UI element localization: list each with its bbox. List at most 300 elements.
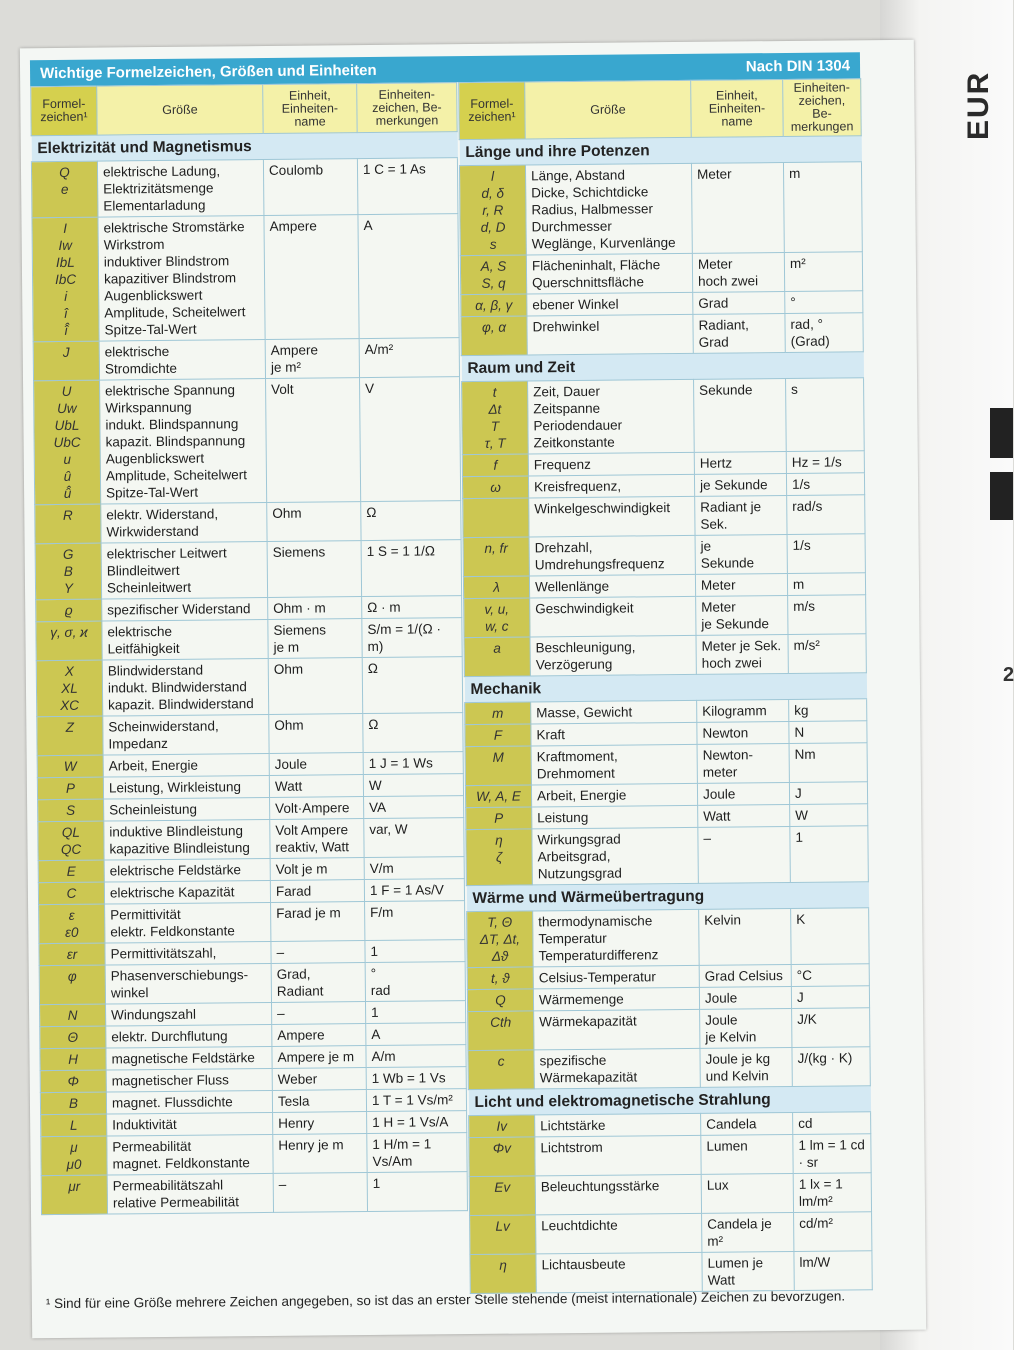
unit-name-cell — [702, 1212, 794, 1252]
unit-symbol-cell-line: 1 C = 1 As — [362, 161, 426, 178]
unit-symbol-cell — [790, 804, 868, 827]
quantity-cell-line: Wirkwiderstand — [106, 523, 199, 540]
quantity-cell-line: Leistung, Wirkleistung — [108, 779, 242, 796]
unit-name-cell-line: Grad, — [276, 966, 311, 982]
symbol-cell-line: Y — [63, 580, 74, 596]
quantity-cell-line: Wärmekapazität — [539, 1069, 638, 1086]
unit-symbol-cell — [364, 879, 464, 902]
unit-name-cell-line: Meter je Sek. — [701, 638, 782, 654]
unit-symbol-cell — [786, 451, 864, 474]
header-unit-name: Einheit, Einheiten-name — [263, 84, 357, 134]
table-row — [35, 501, 461, 544]
quantity-cell-line: Celsius-Temperatur — [538, 969, 656, 986]
quantity-cell-line: Leistung — [537, 809, 589, 826]
symbol-cell — [38, 821, 104, 861]
unit-symbol-cell-line: 1 Wb = 1 Vs — [371, 1070, 446, 1086]
quantity-cell — [531, 700, 697, 724]
symbol-cell-line: P — [65, 780, 76, 796]
unit-name-cell — [693, 313, 785, 353]
symbol-cell-line: d, D — [480, 219, 506, 235]
unit-name-cell — [269, 775, 363, 798]
quantity-cell-line: elektr. Durchflutung — [111, 1028, 228, 1045]
unit-name-cell — [701, 1173, 793, 1213]
quantity-cell — [535, 1113, 701, 1137]
symbol-cell-line: Uw — [56, 400, 77, 416]
unit-name-cell-line: Hertz — [699, 455, 733, 471]
quantity-cell-line: Temperatur — [538, 930, 607, 947]
unit-symbol-cell — [789, 782, 867, 805]
symbol-cell — [466, 807, 532, 830]
symbol-cell — [40, 1070, 106, 1093]
quantity-cell — [105, 941, 271, 965]
table-row — [34, 377, 461, 505]
unit-symbol-cell-line: Ω — [368, 716, 379, 733]
unit-symbol-cell — [363, 774, 463, 797]
quantity-cell — [105, 902, 271, 943]
section-row — [466, 882, 868, 912]
quantity-cell — [526, 253, 692, 294]
symbol-cell — [33, 341, 99, 381]
unit-symbol-cell-line: A/m — [371, 1048, 396, 1064]
unit-symbol-cell-line: S/m = 1/(Ω · m) — [367, 621, 441, 655]
unit-symbol-cell-line: V/m — [369, 860, 394, 876]
quantity-cell-line: Drehzahl, — [534, 539, 593, 556]
quantity-cell-line: kapazit. Blindspannung — [105, 433, 246, 450]
unit-name-cell — [272, 1090, 366, 1113]
quantity-cell-line: elektrische Ladung, — [102, 163, 221, 180]
table-row — [468, 1047, 870, 1090]
unit-name-cell — [272, 1068, 366, 1091]
symbol-cell-line: Lv — [495, 1218, 510, 1234]
symbol-cell-line: Δt — [488, 401, 502, 417]
unit-symbol-cell-line: lm/W — [799, 1254, 831, 1270]
symbol-cell-line: B — [63, 563, 73, 579]
unit-symbol-cell-line: kg — [794, 702, 809, 718]
unit-symbol-cell — [786, 473, 864, 496]
quantity-cell — [107, 1134, 273, 1175]
quantity-cell-line: Wirkspannung — [105, 399, 192, 416]
quantity-cell — [534, 1048, 700, 1089]
unit-symbol-cell-line: m/s — [793, 598, 816, 614]
unit-name-cell — [697, 782, 789, 805]
unit-symbol-cell — [367, 1111, 467, 1134]
unit-name-cell-line: Newton — [702, 725, 749, 741]
unit-symbol-cell — [793, 1112, 871, 1135]
quantity-cell-line: Verzögerung — [535, 656, 613, 673]
unit-name-cell — [695, 495, 787, 535]
quantity-cell — [102, 658, 269, 716]
unit-name-cell-line: – — [278, 1176, 287, 1192]
unit-symbol-cell — [789, 699, 867, 722]
quantity-cell-line: Phasenverschiebungs- — [110, 967, 249, 984]
symbol-cell-line: f — [493, 457, 498, 473]
unit-name-cell-line: Newton- — [702, 747, 753, 763]
symbol-cell — [34, 380, 101, 505]
quantity-cell-line: Umdrehungsfrequenz — [534, 556, 665, 573]
quantity-cell — [528, 474, 694, 498]
symbol-cell — [469, 1137, 535, 1177]
unit-name-cell — [271, 941, 365, 964]
symbol-cell — [468, 1050, 534, 1090]
quantity-cell — [533, 965, 699, 989]
unit-symbol-cell-line: 1/s — [792, 537, 811, 553]
unit-name-cell-line: Coulomb — [268, 162, 324, 178]
unit-name-cell-line: reaktiv, Watt — [275, 839, 350, 855]
unit-name-cell-line: je Sekunde — [701, 616, 770, 632]
unit-symbol-cell-line: 1/s — [791, 476, 811, 492]
unit-symbol-cell — [364, 796, 464, 819]
unit-name-cell — [695, 534, 787, 574]
quantity-cell-line: Zeit, Dauer — [533, 383, 601, 400]
unit-name-cell — [697, 721, 789, 744]
unit-symbol-cell-line: K — [796, 911, 806, 927]
table-row — [41, 1133, 467, 1176]
quantity-cell-line: indukt. Blindspannung — [105, 416, 239, 433]
symbol-cell-line: G — [62, 546, 74, 562]
unit-name-cell-line: je Sekunde — [699, 477, 768, 493]
unit-name-cell — [273, 1134, 367, 1174]
unit-name-cell-line: Tesla — [277, 1093, 310, 1109]
quantity-cell-line: winkel — [110, 985, 149, 1001]
symbol-cell — [40, 1026, 106, 1049]
quantity-cell-line: Dicke, Schichtdicke — [531, 184, 649, 201]
quantity-cell-line: Leitfähigkeit — [107, 640, 180, 657]
symbol-cell-line: QL — [61, 824, 80, 840]
unit-name-cell — [699, 964, 791, 987]
unit-name-cell-line: Siemens — [273, 622, 327, 638]
table-row — [468, 1008, 870, 1051]
symbol-cell — [41, 1175, 107, 1215]
unit-name-cell-line: Kelvin — [704, 912, 742, 928]
symbol-cell — [467, 911, 534, 968]
unit-name-cell — [271, 963, 365, 1003]
unit-name-cell-line: Farad — [275, 883, 312, 899]
unit-name-cell-line: Henry — [278, 1115, 315, 1131]
unit-symbol-cell-line: 1 S = 1 1/Ω — [366, 543, 436, 560]
symbol-cell — [36, 660, 103, 717]
quantity-cell-line: Amplitude, Scheitelwert — [104, 304, 246, 321]
quantity-cell-line: Augenblickswert — [105, 450, 205, 467]
unit-name-cell — [268, 619, 362, 659]
symbol-cell — [37, 755, 103, 778]
unit-name-cell-line: Candela je m² — [707, 1216, 772, 1249]
quantity-cell-line: Leuchtdichte — [541, 1217, 618, 1234]
symbol-cell — [32, 217, 99, 342]
symbol-cell — [467, 989, 533, 1012]
symbol-cell-line: L — [69, 1117, 78, 1133]
symbol-cell-line: R — [62, 507, 73, 523]
quantity-cell-line: Scheinleitwert — [106, 579, 192, 596]
symbol-cell-line: S, q — [481, 275, 506, 291]
table-row — [37, 713, 463, 756]
quantity-cell-line: Arbeit, Energie — [108, 757, 199, 774]
symbol-cell-line: QC — [60, 841, 82, 857]
unit-symbol-cell-line: A — [363, 217, 373, 234]
unit-name-cell — [696, 634, 788, 674]
symbol-cell — [460, 255, 526, 295]
unit-symbol-cell-line: ° — [790, 294, 796, 310]
unit-symbol-cell-line: N — [794, 724, 805, 740]
unit-name-cell-line: Ohm — [272, 505, 302, 521]
unit-symbol-cell — [791, 908, 870, 965]
unit-symbol-cell-line: W — [368, 777, 382, 794]
symbol-cell — [40, 1048, 106, 1071]
symbol-cell-line: T — [490, 418, 500, 434]
unit-symbol-cell-line: V — [365, 380, 375, 397]
unit-symbol-cell-line: J/(kg · K) — [797, 1050, 853, 1066]
quantity-cell — [531, 722, 697, 746]
unit-name-cell-line: Candela — [706, 1116, 757, 1132]
symbol-cell — [462, 476, 528, 499]
quantity-cell — [104, 819, 270, 860]
unit-symbol-cell — [361, 540, 462, 597]
unit-symbol-cell-line: 1 — [370, 943, 379, 959]
table-row — [464, 595, 866, 638]
unit-symbol-cell — [365, 962, 465, 1002]
table-row — [469, 1134, 871, 1177]
table-row — [459, 162, 862, 256]
unit-name-cell-line: Joule — [704, 990, 738, 1006]
unit-symbol-cell-line: 1 — [371, 1004, 379, 1020]
symbol-cell-line: s — [489, 236, 497, 252]
quantity-cell-line: Blindleitwert — [106, 562, 180, 579]
unit-name-cell-line: Watt — [703, 808, 731, 824]
symbol-cell — [464, 637, 530, 677]
quantity-cell-line: Induktivität — [112, 1116, 177, 1133]
symbol-cell-line: î — [63, 305, 68, 321]
unit-symbol-cell — [788, 595, 866, 635]
unit-symbol-cell — [362, 618, 462, 658]
symbol-cell — [35, 504, 101, 544]
quantity-cell-line: elektrische — [104, 343, 170, 360]
symbol-cell — [39, 965, 105, 1005]
symbol-cell-line: ε0 — [65, 924, 79, 940]
quantity-cell-line: spezifische — [539, 1052, 607, 1069]
unit-name-cell — [694, 451, 786, 474]
unit-symbol-cell — [788, 634, 866, 674]
symbol-cell — [464, 598, 530, 638]
unit-name-cell-line: Weber — [277, 1071, 318, 1087]
symbol-cell-line: m — [492, 705, 504, 721]
unit-symbol-cell — [357, 158, 458, 215]
quantity-cell — [106, 1046, 272, 1070]
unit-name-cell-line: hoch zwei — [698, 273, 759, 289]
unit-name-cell-line: meter — [702, 764, 738, 780]
table-row — [36, 657, 463, 717]
quantity-cell-line: Zeitspanne — [533, 400, 601, 417]
side-number: 2 — [1003, 664, 1014, 686]
unit-name-cell-line: Sekunde — [700, 555, 755, 571]
section-title: Raum und Zeit — [461, 352, 863, 382]
quantity-cell-line: Elementarladung — [103, 197, 206, 214]
unit-name-cell — [267, 502, 361, 542]
quantity-cell-line: magnet. Flussdichte — [111, 1094, 233, 1111]
unit-name-cell — [691, 162, 784, 253]
unit-symbol-cell-line: rad, °(Grad) — [790, 316, 830, 349]
quantity-cell-line: Permeabilitätszahl — [112, 1177, 224, 1194]
unit-name-cell — [269, 753, 363, 776]
unit-name-cell-line: hoch zwei — [701, 655, 762, 671]
unit-name-cell — [270, 819, 364, 859]
table-row — [466, 826, 869, 886]
unit-symbol-cell — [785, 291, 863, 314]
symbol-cell — [463, 576, 529, 599]
quantity-cell-line: Geschwindigkeit — [535, 600, 634, 617]
unit-name-cell-line: – — [277, 1005, 285, 1021]
table-row — [35, 540, 462, 600]
unit-symbol-cell — [367, 1172, 467, 1212]
unit-symbol-cell-line: cd — [798, 1115, 813, 1131]
unit-symbol-cell-line: m/s² — [793, 637, 820, 653]
unit-name-cell — [270, 858, 364, 881]
quantity-cell-line: Durchmesser — [531, 218, 612, 235]
section-title: Elektrizität und Magnetismus — [31, 132, 457, 162]
unit-symbol-cell-line: A — [371, 1026, 381, 1042]
quantity-cell — [535, 1174, 701, 1215]
unit-symbol-cell-line: J — [794, 785, 802, 801]
symbol-cell-line: B — [68, 1095, 79, 1111]
quantity-cell — [533, 909, 700, 967]
quantity-cell — [106, 1024, 272, 1048]
quantity-cell-line: indukt. Blindwiderstand — [107, 679, 247, 696]
symbol-cell-line: C — [66, 885, 77, 901]
section-title: Licht und elektromagnetische Strahlung — [468, 1086, 870, 1116]
unit-name-cell — [271, 902, 365, 942]
unit-name-cell — [266, 378, 361, 503]
unit-symbol-cell — [367, 1133, 467, 1173]
right-table — [458, 78, 873, 1294]
unit-symbol-cell — [362, 657, 463, 714]
unit-name-cell-line: Farad je m — [276, 905, 341, 921]
section-row — [468, 1086, 870, 1116]
unit-symbol-cell — [794, 1212, 872, 1252]
quantity-cell — [101, 541, 268, 599]
table-row — [38, 818, 464, 861]
unit-name-cell — [263, 159, 358, 216]
unit-symbol-cell-line: 1 — [372, 1175, 381, 1191]
quantity-cell-line: kapazit. Blindwiderstand — [108, 696, 254, 713]
quantity-cell — [532, 805, 698, 829]
symbol-cell-line: Iv — [496, 1118, 508, 1134]
symbol-cell-line: μ — [70, 1139, 78, 1155]
symbol-cell-line: r, R — [482, 202, 504, 218]
quantity-cell-line: elektrische — [107, 623, 173, 640]
symbol-cell-line: η — [499, 1257, 507, 1273]
unit-symbol-cell-line: 1 H/m = 1 Vs/Am — [372, 1136, 432, 1169]
symbol-cell-line: XC — [60, 697, 80, 713]
unit-symbol-cell — [791, 964, 869, 987]
unit-name-cell-line: Joule — [705, 1012, 738, 1028]
unit-symbol-cell — [366, 1045, 466, 1068]
quantity-cell-line: Nutzungsgrad — [537, 865, 622, 882]
quantity-cell-line: Wärmemenge — [538, 991, 624, 1008]
section-row — [459, 136, 861, 166]
unit-symbol-cell — [360, 377, 461, 502]
unit-symbol-cell-line: VA — [369, 799, 387, 816]
unit-name-cell-line: Ohm — [274, 717, 304, 733]
header-unit-name: Einheit, Einheiten-name — [691, 79, 784, 137]
unit-symbol-cell — [363, 713, 463, 753]
unit-name-cell-line: je m² — [270, 359, 301, 375]
symbol-cell-line: Iw — [58, 237, 73, 253]
symbol-cell — [40, 1092, 106, 1115]
unit-name-cell — [694, 473, 786, 496]
quantity-cell-line: Blindwiderstand — [107, 662, 204, 679]
unit-symbol-cell — [366, 1067, 466, 1090]
unit-symbol-cell-line: rad — [370, 982, 391, 998]
unit-symbol-cell — [794, 1251, 872, 1291]
table-row — [31, 158, 458, 218]
symbol-cell-line: E — [66, 863, 76, 879]
quantity-cell — [536, 1252, 702, 1293]
symbol-cell-line: U — [61, 383, 72, 399]
quantity-cell-line: elektr. Feldkonstante — [110, 923, 235, 940]
unit-symbol-cell-line: m² — [789, 255, 806, 271]
symbol-cell-line: UbL — [54, 417, 80, 434]
unit-name-cell-line: und Kelvin — [705, 1068, 769, 1084]
symbol-cell — [39, 904, 105, 944]
quantity-cell — [525, 163, 692, 255]
quantity-cell-line: ebener Winkel — [532, 296, 619, 313]
quantity-cell — [530, 635, 696, 676]
section-title: Wärme und Wärmeübertragung — [466, 882, 868, 912]
symbol-cell-line: UbC — [53, 434, 81, 451]
quantity-cell — [103, 775, 269, 799]
symbol-cell — [466, 829, 533, 886]
quantity-cell — [100, 378, 267, 504]
symbol-cell — [40, 1004, 106, 1027]
unit-name-cell-line: Joule je kg — [705, 1051, 771, 1067]
quantity-cell — [528, 452, 694, 476]
symbol-cell-line: û̂ — [63, 485, 72, 501]
symbol-cell-line: W — [63, 758, 77, 774]
symbol-cell-line: Q — [495, 992, 506, 1008]
unit-name-cell-line: Volt·Ampere — [275, 800, 350, 816]
unit-name-cell — [272, 1046, 366, 1069]
quantity-cell-line: induktiver Blindstrom — [103, 253, 230, 270]
unit-symbol-cell-line: m — [788, 165, 801, 181]
quantity-cell-line: Frequenz — [533, 456, 591, 473]
quantity-cell-line: Wirkstrom — [103, 236, 165, 253]
symbol-cell — [36, 621, 102, 661]
table-row — [470, 1251, 872, 1294]
table-row — [464, 634, 866, 677]
unit-symbol-cell-line: s — [791, 381, 798, 397]
unit-name-cell-line: je m — [273, 639, 300, 655]
symbol-cell-line: n, fr — [484, 540, 508, 556]
unit-name-cell — [273, 1112, 367, 1135]
quantity-cell — [104, 880, 270, 904]
quantity-cell-line: Arbeitsgrad, — [537, 848, 611, 865]
quantity-cell-line: Lichtausbeute — [541, 1256, 626, 1273]
unit-symbol-cell-line: 1 T = 1 Vs/m² — [371, 1092, 453, 1108]
unit-name-cell — [267, 541, 362, 598]
unit-name-cell — [273, 1173, 367, 1213]
symbol-cell-line: λ — [493, 579, 500, 595]
unit-name-cell — [272, 1024, 366, 1047]
header-unit-symbol: Einheiten-zeichen, Be-merkungen — [783, 79, 862, 137]
quantity-cell-line: elektrische Spannung — [105, 382, 236, 399]
unit-symbol-cell — [365, 901, 465, 941]
unit-symbol-cell-line: Ω · m — [367, 599, 401, 616]
unit-name-cell — [695, 573, 787, 596]
footnote: ¹ Sind für eine Größe mehrere Zeichen angegeben, so ist das an erster Stelle stehende (meist internationale) Zeichen zu bevorzugen. — [45, 1288, 846, 1312]
header-symbol: Formel-zeichen¹ — [31, 86, 97, 136]
unit-symbol-cell — [793, 1134, 871, 1174]
quantity-cell-line: Beleuchtungsstärke — [540, 1178, 660, 1195]
table-row — [469, 1173, 871, 1216]
unit-name-cell — [692, 252, 784, 292]
